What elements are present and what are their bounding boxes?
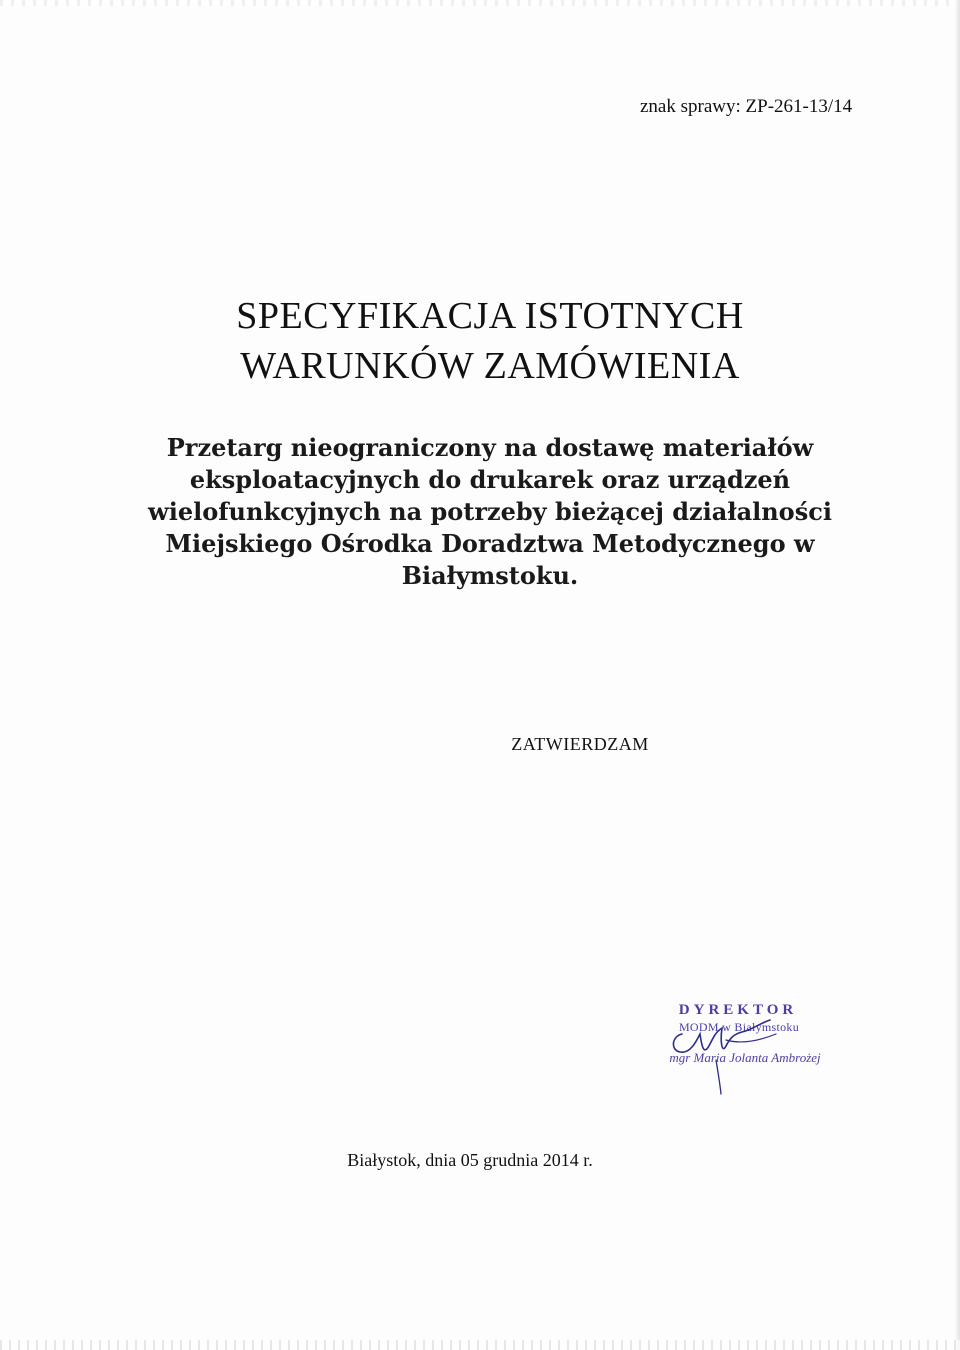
place-and-date: Białystok, dnia 05 grudnia 2014 r. bbox=[347, 1150, 593, 1170]
scan-edge-right bbox=[954, 0, 960, 1350]
stamp-title: DYREKTOR bbox=[678, 1002, 798, 1018]
stamp-name: mgr Maria Jolanta Ambrożej bbox=[669, 1050, 821, 1065]
signature-underline bbox=[716, 1060, 721, 1094]
document-title-line-2: WARUNKÓW ZAMÓWIENIA bbox=[240, 345, 740, 387]
stamp-organization: MODM w Białymstoku bbox=[678, 1020, 800, 1034]
scan-edge-bottom bbox=[0, 1340, 960, 1350]
handwritten-signature-icon bbox=[630, 998, 860, 1098]
director-stamp bbox=[630, 998, 860, 1098]
signature-stroke bbox=[673, 1020, 770, 1052]
tender-subject: Przetarg nieograniczony na dostawę materiałów eksploatacyjnych do drukarek oraz urządzeń wielofunkcyjnych na potrzeby bieżącej działalności Miejskiego Ośrodka Doradztwa Metodycznego w Białymstoku. bbox=[148, 433, 832, 590]
document-title-line-1: SPECYFIKACJA ISTOTNYCH bbox=[236, 295, 744, 337]
case-number: znak sprawy: ZP-261-13/14 bbox=[640, 96, 853, 117]
approval-label: ZATWIERDZAM bbox=[511, 734, 649, 754]
scan-edge-top bbox=[0, 0, 960, 6]
